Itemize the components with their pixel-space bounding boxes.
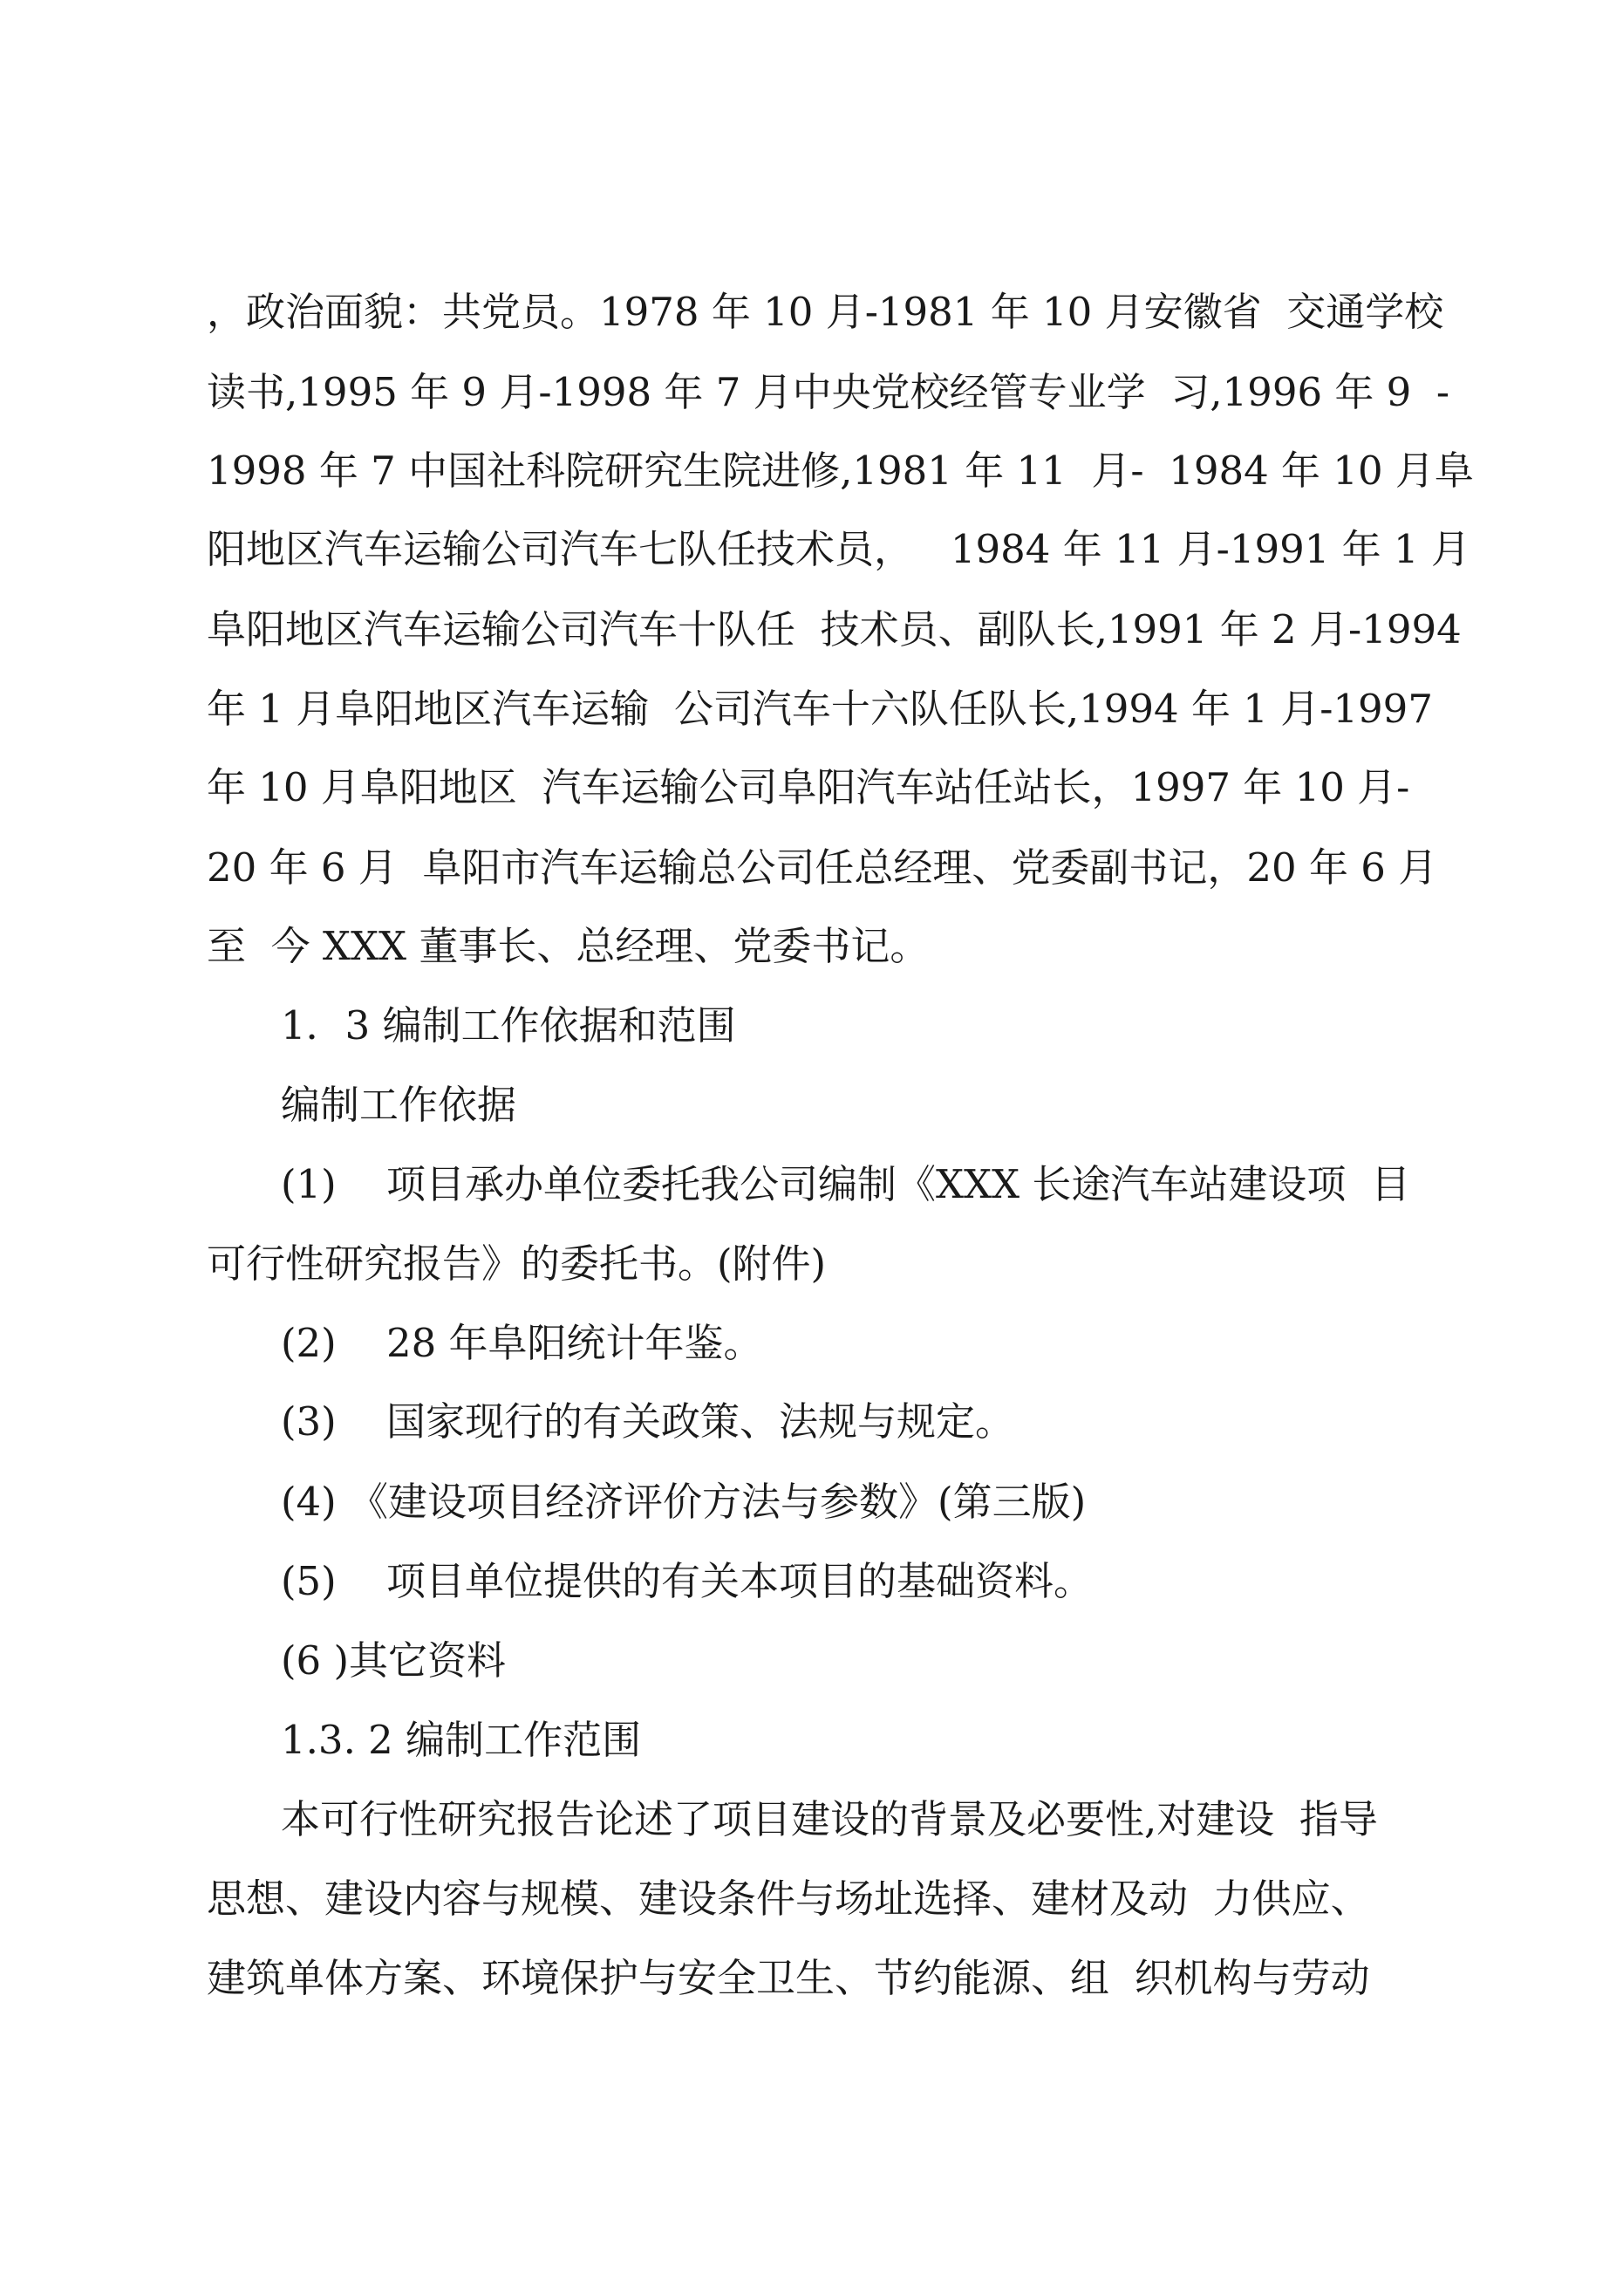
body-text-line: 阳地区汽车运输公司汽车七队任技术员， 1984 年 11 月-1991 年 1 月	[207, 526, 1470, 572]
subsection-heading: 编制工作依据	[281, 1082, 517, 1128]
body-text-line: 至 今 XXX 董事长、总经理、党委书记。	[207, 923, 930, 969]
body-text-line: 年 10 月阜阳地区 汽车运输公司阜阳汽车站任站长，1997 年 10 月-	[207, 764, 1410, 810]
list-item-continuation: 可行性研究报告》的委托书。(附件)	[207, 1240, 827, 1287]
list-item: (3) 国家现行的有关政策、法规与规定。	[281, 1398, 1014, 1445]
list-item: (4) 《建设项目经济评价方法与参数》(第三版)	[281, 1479, 1087, 1525]
body-text-line: ，政治面貌：共党员。1978 年 10 月-1981 年 10 月安徽省 交通学校	[207, 289, 1444, 335]
body-text-line: 20 年 6 月 阜阳市汽车运输总公司任总经理、党委副书记，20 年 6 月	[207, 844, 1438, 891]
body-text-line: 年 1 月阜阳地区汽车运输 公司汽车十六队任队长,1994 年 1 月-1997	[207, 686, 1433, 732]
list-item: (1) 项目承办单位委托我公司编制《XXX 长途汽车站建设项 目	[281, 1161, 1410, 1207]
subsection-heading: 1.3. 2 编制工作范围	[281, 1717, 642, 1763]
section-heading: 1．3 编制工作依据和范围	[281, 1002, 736, 1049]
body-text-line: 1998 年 7 中国社科院研究生院进修,1981 年 11 月- 1984 年 10 月阜	[207, 448, 1474, 494]
list-item: (2) 28 年阜阳统计年鉴。	[281, 1320, 763, 1366]
body-text-line: 读书,1995 年 9 月-1998 年 7 月中央党校经管专业学 习,1996 年 9 -	[207, 369, 1450, 415]
list-item: (6 )其它资料	[281, 1637, 507, 1684]
body-text-line: 本可行性研究报告论述了项目建设的背景及必要性,对建设 指导	[281, 1796, 1378, 1842]
list-item: (5) 项目单位提供的有关本项目的基础资料。	[281, 1558, 1093, 1604]
body-text-line: 思想、建设内容与规模、建设条件与场址选择、建材及动 力供应、	[207, 1876, 1370, 1922]
body-text-line: 建筑单体方案、环境保护与安全卫生、节约能源、组 织机构与劳动	[207, 1955, 1370, 2001]
body-text-line: 阜阳地区汽车运输公司汽车十队任 技术员、副队长,1991 年 2 月-1994	[207, 606, 1462, 653]
